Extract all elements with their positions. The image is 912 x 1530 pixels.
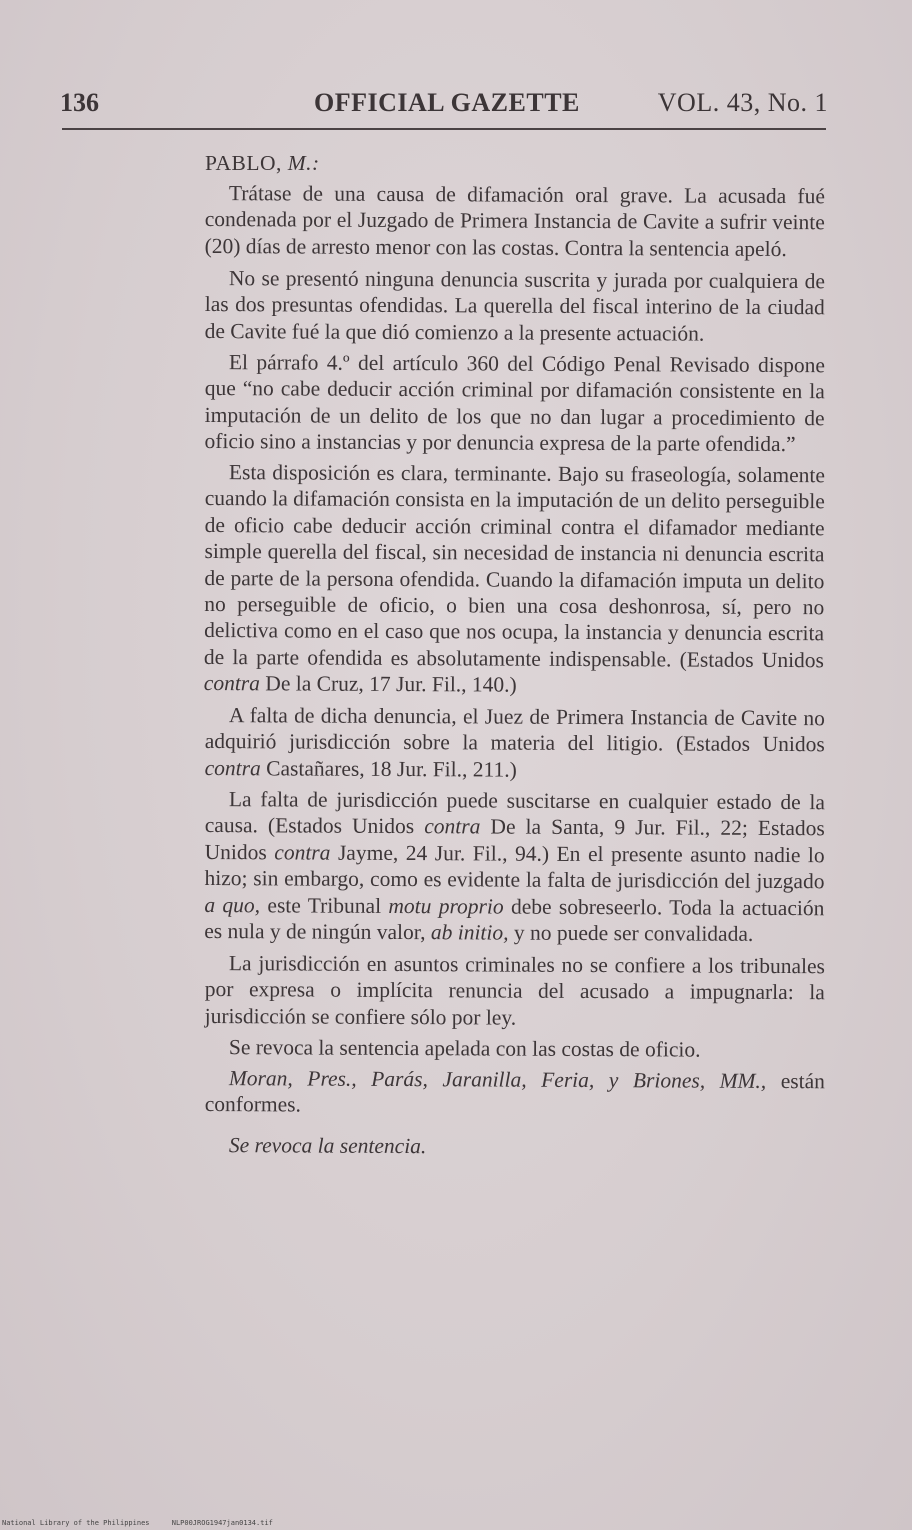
publication-title: OFFICIAL GAZETTE	[314, 88, 580, 117]
citation-contra: contra	[424, 814, 481, 840]
concurrence-text: están conformes.	[204, 1069, 825, 1118]
concurring-justices: Moran, Pres., Parás, Jaranilla, Feria, y Briones, MM.,	[228, 1066, 767, 1094]
header-rule	[62, 128, 826, 130]
citation-text: De la Cruz, 17 Jur. Fil., 140.)	[265, 672, 517, 698]
file-name: NLP00JROG1947jan0134.tif	[171, 1519, 273, 1527]
concurrence	[205, 1065, 825, 1121]
justice-heading	[205, 150, 825, 176]
opinion-body	[205, 150, 825, 1164]
paragraph-6-text: este Tribunal	[267, 893, 382, 918]
latin-phrase: motu proprio	[388, 893, 504, 919]
page-header	[60, 88, 828, 122]
latin-phrase: a quo,	[204, 892, 261, 918]
paragraph-6	[204, 786, 825, 948]
library-credit: National Library of the Philippines	[2, 1519, 150, 1527]
page-number: 136	[60, 88, 99, 117]
paragraph-5-text: A falta de dicha denuncia, el Juez de Primera Instancia de Cavite no adquirió jurisdicción sobre la materia del litigio. (Estados Unidos	[204, 703, 825, 757]
disposition: Se revoca la sentencia.	[228, 1133, 427, 1159]
volume-number: VOL. 43, No. 1	[657, 88, 828, 117]
paragraph-6-text: y no puede ser convalidada.	[513, 920, 754, 947]
citation-text: Castañares, 18 Jur. Fil., 211.)	[266, 756, 517, 782]
justice-initial: M.:	[287, 151, 320, 175]
justice-name: PABLO,	[205, 151, 282, 175]
citation-contra: contra	[204, 755, 261, 781]
paragraph-3: El párrafo 4.º del artículo 360 del Código Penal Revisado dispone que “no cabe deducir acción criminal por difamación consistente en la imputación de un delito de los que no dan lugar a procedimiento de oficio sino a instancias y por denuncia expresa de la parte ofendida.”	[204, 349, 825, 457]
citation-text: (Estados Unidos	[679, 647, 825, 673]
paragraph-4	[204, 459, 825, 700]
paragraph-2: No se presentó ninguna denuncia suscrita y jurada por cualquiera de las dos presuntas ofendidas. La querella del fiscal interino de la ciudad de Cavite fué la que dió comienzo a la presente actuación.	[204, 265, 825, 346]
paragraph-6-text: La falta de jurisdicción puede suscitarse en cualquier estado de la causa. (Estados Unidos	[204, 787, 825, 839]
paragraph-1: Trátase de una causa de difamación oral grave. La acusada fué condenada por el Juzgado de Primera Instancia de Cavite a sufrir veinte (20) días de arresto menor con las costas. Contra la sentencia apeló.	[204, 181, 825, 262]
paragraph-7: La jurisdicción en asuntos criminales no se confiere a los tribunales por expresa o implícita renuncia del acusado a impugnarla: la jurisdicción se confiere sólo por ley.	[204, 950, 825, 1030]
citation-text: De la Santa, 9 Jur. Fil., 22; Estados Unidos	[204, 815, 825, 865]
paragraph-6-text: Jayme, 24 Jur. Fil., 94.) En el presente asunto nadie lo hizo; sin embargo, como es evidente la falta de jurisdicción del juzgado	[204, 840, 825, 894]
paragraph-6-text: debe sobreseerlo. Toda la actuación es nula y de ningún valor,	[204, 894, 825, 945]
citation-contra: contra	[203, 671, 261, 697]
scan-footer	[2, 1519, 291, 1527]
citation-contra: contra	[274, 840, 331, 865]
paragraph-4-text: Esta disposición es clara, terminante. Bajo su fraseología, solamente cuando la difamación consista en la imputación de un delito perseguible de oficio cabe deducir acción criminal contra el difamador mediante simple querella del fiscal, sin necesidad de instancia ni denuncia escrita de parte de la persona ofendida. Cuando la difamación imputa un delito no perseguible de oficio, o bien una cosa deshonrosa, sí, pero no delictiva como en el caso que nos ocupa, la instancia y denuncia escrita de la parte ofendida es absolutamente indispensable.	[203, 460, 825, 672]
paragraph-8: Se revoca la sentencia apelada con las costas de oficio.	[228, 1035, 701, 1062]
latin-phrase: ab initio,	[430, 920, 509, 945]
paragraph-5	[205, 702, 825, 784]
